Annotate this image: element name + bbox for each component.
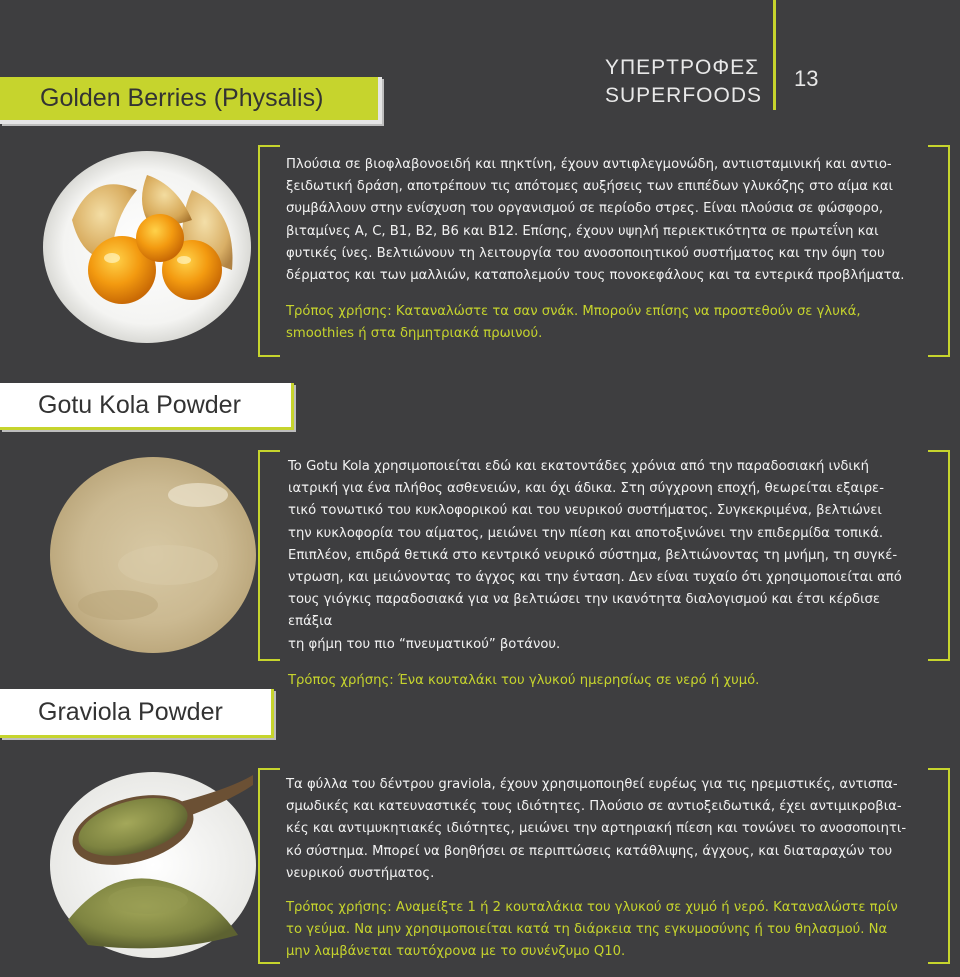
bracket-right-3: [928, 768, 950, 964]
text-line: To Gotu Kola χρησιμοποιείται εδώ και εκατοντάδες χρόνια από την παραδοσιακή ινδική: [288, 459, 870, 474]
header-divider: [773, 0, 776, 110]
usage-line: μην λαμβάνεται ταυτόχρονα με το συνένζυμο Q10.: [286, 944, 626, 960]
bracket-left-1: [258, 145, 280, 357]
page-number: 13: [794, 66, 819, 91]
text-line: τους γιόγκις παραδοσιακά για να βελτιώσει την ικανότητα διαλογισμού και έτσι κέρδισε επάξια: [288, 592, 881, 630]
text-line: κό σύστημα. Μπορεί να βοηθήσει σε περιπτώσεις κατάθλιψης, άγχους, και διαταραχών του: [286, 843, 893, 859]
text-line: βιταμίνες Α, C, Β1, Β2, Β6 και Β12. Επίσης, έχουν υψηλή περιεκτικότητα σε πρωτεΐνη και: [286, 223, 879, 239]
usage-line: το γεύμα. Να μην χρησιμοποιείται κατά τη διάρκεια της εγκυμοσύνης ή του θηλασμού. Να: [286, 922, 888, 938]
gotu-kola-description: [288, 456, 928, 692]
category-english: SUPERFOODS: [605, 84, 763, 107]
section-title-graviola: Graviola Powder: [0, 689, 274, 738]
text-line: ξειδωτική δράση, αποτρέπουν τις απότομες αυξήσεις των επιπέδων γλυκόζης στο αίμα και: [286, 179, 894, 195]
bracket-left-3: [258, 768, 280, 964]
text-line: Επιπλέον, επιδρά θετικά στο κεντρικό νευρικό σύστημα, βελτιώνοντας τη μνήμη, τη συγκέ-: [288, 547, 898, 563]
usage-line: Τρόπος χρήσης: Καταναλώστε τα σαν σνάκ. Μπορούν επίσης να προστεθούν σε γλυκά,: [286, 304, 861, 320]
bracket-right-1: [928, 145, 950, 357]
category-greek: ΥΠΕΡΤΡΟΦΕΣ: [605, 56, 760, 79]
text-line: σμωδικές και κατευναστικές τους ιδιότητες. Πλούσιο σε αντιοξειδωτικά, έχει αντιμικροβια-: [286, 799, 902, 815]
usage-line: Τρόπος χρήσης: Ένα κουταλάκι του γλυκού ημερησίως σε νερό ή χυμό.: [288, 672, 760, 688]
text-line: τικό τονωτικό του κυκλοφορικού και του νευρικού συστήματος. Συγκεκριμένα, βελτιώνει: [288, 503, 882, 519]
text-line: την κυκλοφορία του αίματος, μειώνει την πίεση και αποτοξινώνει την επιδερμίδα τοπικά.: [288, 525, 884, 541]
text-line: συμβάλλουν στην ενίσχυση του οργανισμού σε περίοδο στρες. Είναι πλούσια σε φώσφορο,: [286, 201, 884, 217]
usage-line: Τρόπος χρήσης: Αναμείξτε 1 ή 2 κουταλάκια του γλυκού σε χυμό ή νερό. Καταναλώστε πρίν: [286, 900, 898, 916]
gotu-kola-image: [48, 455, 258, 655]
text-line: φυτικές ίνες. Βελτιώνουν τη λειτουργία του ανοσοποιητικού συστήματος και την όψη του: [286, 245, 885, 261]
graviola-description: [286, 774, 928, 964]
text-line: ντρωση, και μειώνοντας το άγχος και την ένταση. Δεν είναι τυχαίο ότι χρησιμοποιείται από: [288, 570, 902, 586]
usage-line: smoothies ή στα δημητριακά πρωινού.: [286, 326, 543, 342]
golden-berries-image: [42, 150, 252, 345]
text-line: Τα φύλλα του δέντρου graviola, έχουν χρησιμοποιηθεί ευρέως για τις ηρεμιστικές, αντισπα-: [286, 777, 898, 792]
bracket-right-2: [928, 450, 950, 661]
text-line: νευρικού συστήματος.: [286, 865, 435, 881]
golden-berries-description: [286, 154, 931, 346]
text-line: Πλούσια σε βιοφλαβονοειδή και πηκτίνη, έχουν αντιφλεγμονώδη, αντιισταμινική και αντιο-: [286, 157, 892, 172]
text-line: ιατρική για ένα πλήθος ασθενειών, και όχι άδικα. Στη σύγχρονη εποχή, θεωρείται εξαιρε-: [288, 481, 884, 497]
header-category: [605, 54, 762, 110]
section-title-golden-berries: Golden Berries (Physalis): [0, 77, 382, 124]
text-line: κές και αντιμυκητιακές ιδιότητες, μειώνει την αρτηριακή πίεση και τονώνει το ανοσοποιητι-: [286, 821, 907, 837]
bracket-left-2: [258, 450, 280, 661]
graviola-image: [48, 770, 258, 960]
text-line: τη φήμη του πιο “πνευματικού” βοτάνου.: [288, 636, 561, 652]
section-title-gotu-kola: Gotu Kola Powder: [0, 383, 294, 430]
text-line: δέρματος και των μαλλιών, καταπολεμούν τους πονοκεφάλους και τα εντερικά προβλήματα.: [286, 268, 905, 284]
